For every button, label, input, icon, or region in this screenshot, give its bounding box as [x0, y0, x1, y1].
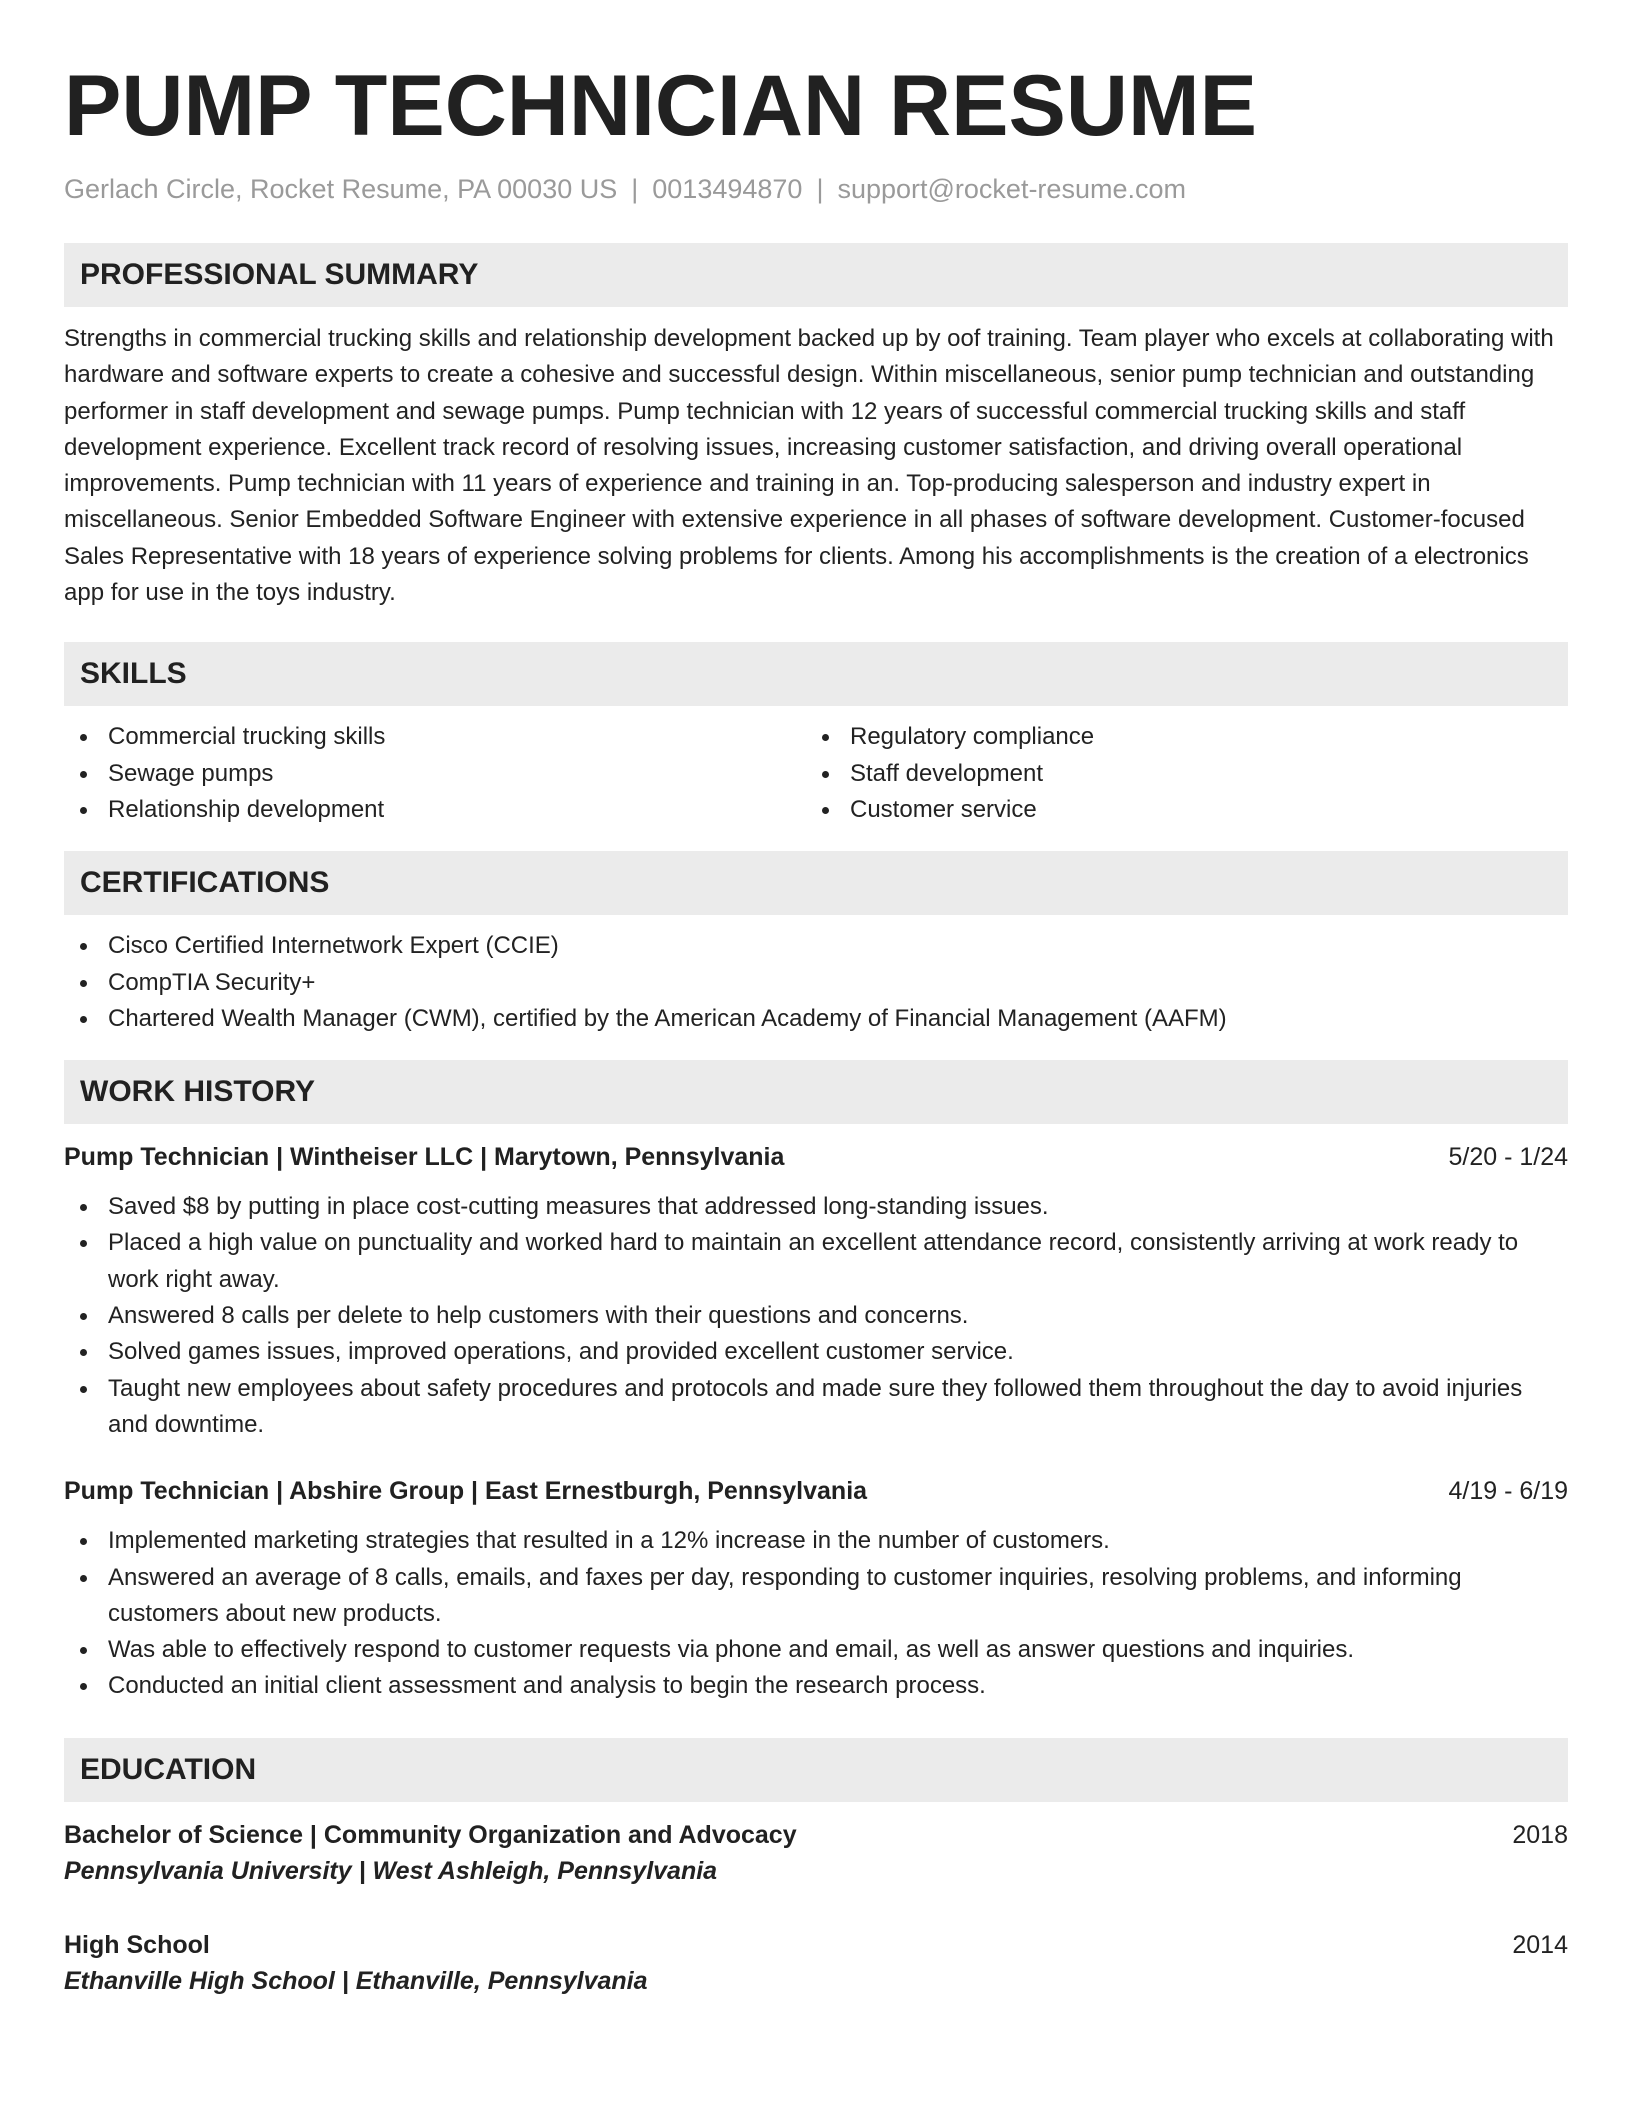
education-school: Pennsylvania University | West Ashleigh, Pennsylvania — [64, 1856, 718, 1885]
job-title: Pump Technician | Abshire Group | East Ernestburgh, Pennsylvania — [64, 1477, 868, 1506]
certifications-list — [64, 928, 1568, 1037]
education-entry — [64, 1927, 1568, 1999]
job-entry — [64, 1473, 1568, 1704]
education-degree: Bachelor of Science | Community Organization and Advocacy — [64, 1820, 797, 1849]
resume-page — [64, 0, 1568, 1999]
job-bullet: Was able to effectively respond to customer requests via phone and email, as well as answer questions and inquiries. — [64, 1632, 1568, 1668]
job-dates: 5/20 - 1/24 — [1448, 1143, 1568, 1172]
education-degree: High School — [64, 1930, 210, 1959]
work-history-heading: WORK HISTORY — [64, 1060, 1568, 1124]
job-bullets — [64, 1189, 1568, 1443]
skill-item: Staff development — [806, 756, 1548, 792]
job-entry — [64, 1139, 1568, 1443]
education-year: 2014 — [1512, 1930, 1568, 1959]
job-bullets — [64, 1523, 1568, 1704]
skill-item: Sewage pumps — [64, 756, 806, 792]
certification-item: Cisco Certified Internetwork Expert (CCIE) — [64, 928, 1568, 964]
job-bullet: Solved games issues, improved operations, and provided excellent customer service. — [64, 1334, 1568, 1370]
job-bullet: Answered an average of 8 calls, emails, and faxes per day, responding to customer inquiries, resolving problems, and informing customers about new products. — [64, 1560, 1568, 1633]
education-school: Ethanville High School | Ethanville, Pennsylvania — [64, 1966, 648, 1995]
education-year: 2018 — [1512, 1820, 1568, 1849]
resume-title: PUMP TECHNICIAN RESUME — [64, 58, 1257, 154]
job-header — [64, 1473, 1568, 1509]
job-bullet: Answered 8 calls per delete to help customers with their questions and concerns. — [64, 1298, 1568, 1334]
certification-item: Chartered Wealth Manager (CWM), certified by the American Academy of Financial Management (AAFM) — [64, 1001, 1568, 1037]
skills-column-right — [806, 719, 1548, 828]
contact-line — [64, 172, 1568, 206]
contact-address: Gerlach Circle, Rocket Resume, PA 00030 US — [64, 174, 618, 204]
summary-text: Strengths in commercial trucking skills and relationship development backed up by oof training. Team player who excels at collaborating with hardware and software experts to create a cohesive and successful design. Within miscellaneous, senior pump technician and outstanding performer in staff development and sewage pumps. Pump technician with 12 years of successful commercial trucking skills and staff development experience. Excellent track record of resolving issues, increasing customer satisfaction, and driving overall operational improvements. Pump technician with 11 years of experience and training in an. Top-producing salesperson and industry expert in miscellaneous. Senior Embedded Software Engineer with extensive experience in all phases of software development. Customer-focused Sales Representative with 18 years of experience solving problems for clients. Among his accomplishments is the creation of a electronics app for use in the toys industry. — [64, 325, 1554, 607]
job-bullet: Placed a high value on punctuality and worked hard to maintain an excellent attendance record, consistently arriving at work ready to work right away. — [64, 1225, 1568, 1298]
job-bullet: Saved $8 by putting in place cost-cutting measures that addressed long-standing issues. — [64, 1189, 1568, 1225]
contact-separator: | — [631, 174, 639, 204]
contact-email: support@rocket-resume.com — [837, 174, 1186, 204]
skill-item: Regulatory compliance — [806, 719, 1548, 755]
contact-phone: 0013494870 — [652, 174, 803, 204]
certification-item: CompTIA Security+ — [64, 965, 1568, 1001]
contact-separator: | — [816, 174, 824, 204]
skills-list — [64, 719, 1568, 828]
skill-item: Commercial trucking skills — [64, 719, 806, 755]
job-bullet: Conducted an initial client assessment and analysis to begin the research process. — [64, 1668, 1568, 1704]
job-header — [64, 1139, 1568, 1175]
education-entry — [64, 1817, 1568, 1889]
skills-column-left — [64, 719, 806, 828]
skill-item: Customer service — [806, 792, 1548, 828]
summary-heading: PROFESSIONAL SUMMARY — [64, 243, 1568, 307]
certifications-heading: CERTIFICATIONS — [64, 851, 1568, 915]
education-heading: EDUCATION — [64, 1738, 1568, 1802]
skill-item: Relationship development — [64, 792, 806, 828]
job-dates: 4/19 - 6/19 — [1448, 1477, 1568, 1506]
job-title: Pump Technician | Wintheiser LLC | Marytown, Pennsylvania — [64, 1143, 785, 1172]
education-header — [64, 1927, 1568, 1963]
skills-heading: SKILLS — [64, 642, 1568, 706]
job-bullet: Implemented marketing strategies that resulted in a 12% increase in the number of customers. — [64, 1523, 1568, 1559]
job-bullet: Taught new employees about safety procedures and protocols and made sure they followed them throughout the day to avoid injuries and downtime. — [64, 1371, 1568, 1444]
education-header — [64, 1817, 1568, 1853]
